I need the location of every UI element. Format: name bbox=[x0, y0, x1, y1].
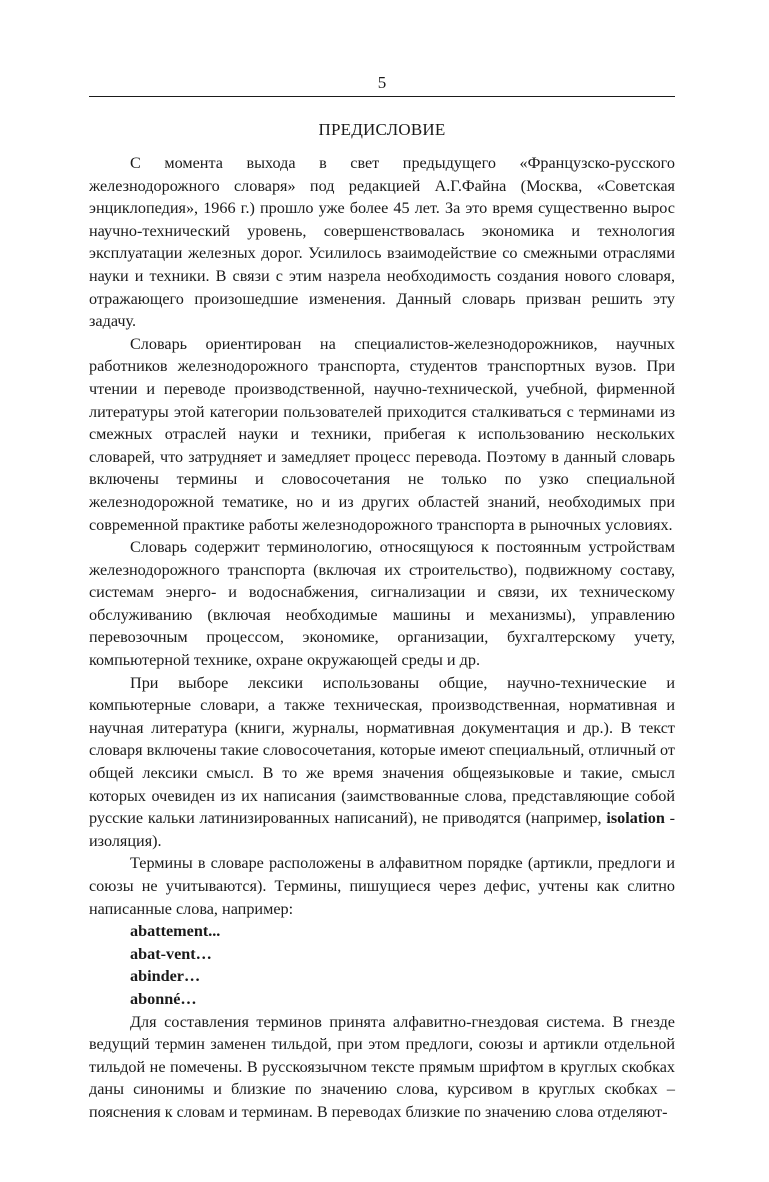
example-term: abat-vent… bbox=[130, 944, 212, 963]
example-term: abinder… bbox=[130, 967, 201, 986]
example-term: abattement... bbox=[130, 922, 221, 941]
example-term-isolation: isolation bbox=[606, 809, 665, 828]
paragraph-intro: С момента выхода в свет предыдущего «Французско-русского железнодорожного словаря» под редакцией А.Г.Файна (Москва, «Советская энциклопедия», 1966 г.) прошло уже более 45 лет. За это время существенно вырос научно-технический уровень, совершенствовалась экономика и технология эксплуатации железных дорог. Усилилось взаимодействие со смежными отраслями науки и техники. В связи с этим назрела необходимость создания нового словаря, отражающего произошедшие изменения. Данный словарь призван решить эту задачу. bbox=[89, 154, 675, 331]
paragraph-order: Термины в словаре расположены в алфавитном порядке (артикли, предлоги и союзы не учитываются). Термины, пишущиеся через дефис, учтены как слитно написанные слова, например: bbox=[89, 854, 675, 918]
lexicon-text-before: При выборе лексики использованы общие, научно-технические и компьютерные словари, а также техническая, производственная, нормативная и научная литература (книги, журналы, нормативная документация и др.). В текст словаря включены такие словосочетания, которые имеют специальный, отличный от общей лексики смысл. В то же время значения общеязыковые и такие, смысл которых очевиден из их написания (заимствованные слова, представляющие собой русские кальки латинизированных написаний), не приводятся (например, bbox=[89, 673, 675, 828]
paragraph-lexicon bbox=[89, 672, 675, 853]
page-number: 5 bbox=[377, 73, 387, 92]
example-term: abonné… bbox=[130, 989, 197, 1008]
paragraph-system: Для составления терминов принята алфавитно-гнездовая система. В гнезде ведущий термин заменен тильдой, при этом предлоги, союзы и артикли отдельной тильдой не помечены. В русскоязычном тексте прямым шрифтом в круглых скобках даны синонимы и близкие по значению слова, курсивом в круглых скобках – пояснения к словам и терминам. В переводах близкие по значению слова отделяют- bbox=[89, 1012, 675, 1121]
lexicon-text-after: - изоляция). bbox=[89, 809, 675, 850]
document-page bbox=[89, 70, 675, 1124]
paragraph-content: Словарь содержит терминологию, относящуюся к постоянным устройствам железнодорожного транспорта (включая их строительство), подвижному составу, системам энерго- и водоснабжения, сигнализации и связи, их техническому обслуживанию (включая необходимые машины и механизмы), управлению перевозочным процессом, экономике, организации, бухгалтерскому учету, компьютерной технике, охране окружающей среды и др. bbox=[89, 538, 675, 670]
paragraph-audience: Словарь ориентирован на специалистов-железнодорожников, научных работников железнодорожного транспорта, студентов транспортных вузов. При чтении и переводе производственной, научно-технической, учебной, фирменной литературы этой категории пользователей приходится сталкиваться с терминами из смежных отраслей науки и техники, прибегая к использованию нескольких словарей, что затрудняет и замедляет процесс перевода. Поэтому в данный словарь включены термины и словосочетания не только по узко специальной железнодорожной тематике, но и из других областей знаний, необходимых при современной практике работы железнодорожного транспорта в рыночных условиях. bbox=[89, 334, 675, 534]
header-rule bbox=[89, 96, 675, 97]
section-heading: ПРЕДИСЛОВИЕ bbox=[318, 120, 446, 139]
